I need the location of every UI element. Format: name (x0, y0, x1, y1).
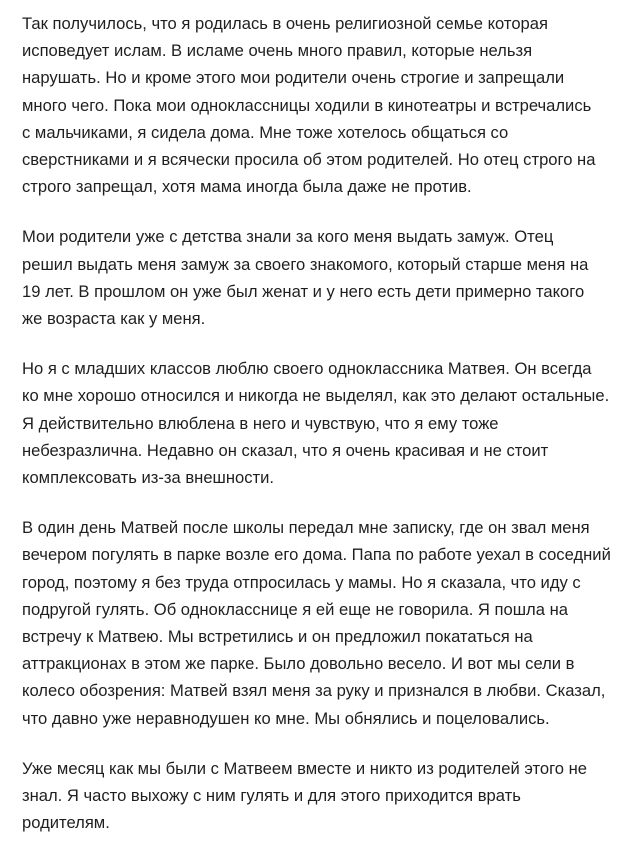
text-line: Но я с младших классов люблю своего одноклассника Матвея. Он всегда (22, 359, 592, 379)
paragraph-5 (22, 755, 634, 837)
text-line: комплексовать из-за внешности. (22, 468, 275, 488)
text-line: знал. Я часто выхожу с ним гулять и для этого приходится врать (22, 786, 521, 806)
paragraph-3 (22, 355, 634, 491)
text-line: Я действительно влюблена в него и чувствую, что я ему тоже (22, 413, 499, 433)
text-line: что давно уже неравнодушен ко мне. Мы обнялись и поцеловались. (22, 708, 550, 728)
text-line: родителям. (22, 813, 110, 833)
text-line: с мальчиками, я сидела дома. Мне тоже хотелось общаться со (22, 122, 509, 142)
text-line: колесо обозрения: Матвей взял меня за руку и признался в любви. Сказал, (22, 681, 606, 701)
text-line: Так получилось, что я родилась в очень религиозной семье которая (22, 14, 548, 33)
text-line: небезразлична. Недавно он сказал, что я очень красивая и не стоит (22, 440, 549, 460)
paragraph-4 (22, 514, 634, 732)
text-line: решил выдать меня замуж за своего знакомого, который старше меня на (22, 254, 589, 274)
text-line: сверстниками и я всячески просила об этом родителей. Но отец строго на (22, 150, 596, 170)
text-line: же возраста как у меня. (22, 309, 206, 329)
text-line: Мои родители уже с детства знали за кого меня выдать замуж. Отец (22, 227, 554, 247)
text-line: исповедует ислам. В исламе очень много правил, которые нельзя (22, 41, 533, 61)
text-line: город, поэтому я без труда отпросилась у мамы. Но я сказала, что иду с (22, 572, 581, 592)
article-body (22, 10, 634, 859)
text-line: вечером погулять в парке возле его дома. Папа по работе уехал в соседний (22, 545, 611, 565)
text-line: строго запрещал, хотя мама иногда была даже не против. (22, 177, 472, 197)
text-line: подругой гулять. Об однокласснице я ей еще не говорила. Я пошла на (22, 599, 568, 619)
text-line: Уже месяц как мы были с Матвеем вместе и никто из родителей этого не (22, 758, 588, 778)
text-line: В один день Матвей после школы передал мне записку, где он звал меня (22, 518, 590, 538)
text-line: много чего. Пока мои одноклассницы ходили в кинотеатры и встречались (22, 95, 592, 115)
paragraph-2 (22, 223, 634, 332)
text-line: нарушать. Но и кроме этого мои родители очень строгие и запрещали (22, 68, 565, 88)
text-line: 19 лет. В прошлом он уже был женат и у него есть дети примерно такого (22, 281, 585, 301)
text-line: ко мне хорошо относился и никогда не выделял, как это делают остальные. (22, 386, 610, 406)
text-line: аттракционах в этом же парке. Было довольно весело. И вот мы сели в (22, 654, 575, 674)
text-line: встречу к Матвею. Мы встретились и он предложил покататься на (22, 627, 533, 647)
paragraph-1 (22, 10, 634, 200)
